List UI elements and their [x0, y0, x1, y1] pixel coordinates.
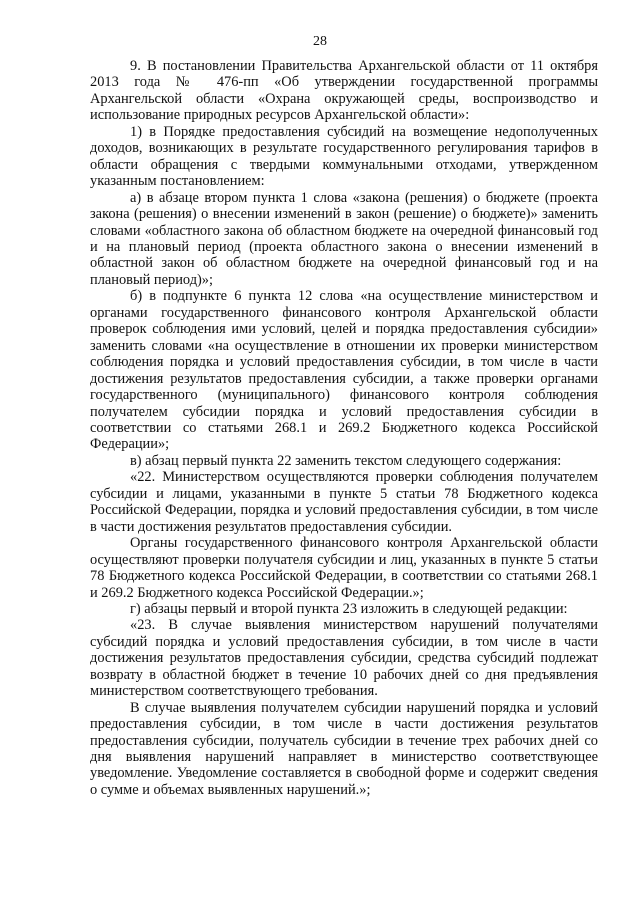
- paragraph-quote-22: «22. Министерством осуществляются проверки соблюдения получателем субсидии и лицами, указанными в пункте 5 статьи 78 Бюджетного кодекса Российской Федерации, порядка и условий предоставления субсидии, в том числе в части достижения результатов предоставления субсидии.: [90, 469, 598, 535]
- paragraph-subitem-b: б) в подпункте 6 пункта 12 слова «на осуществление министерством и органами государственного финансового контроля Архангельской области проверок соблюдения ими условий, целей и порядка предоставления субсидии» заменить словами «на осуществление в отношении их проверки министерством соблюдения порядка и условий предоставления субсидии, в том числе в части достижения результатов предоставления субсидии, а также проверки органами государственного (муниципального) финансового контроля соблюдения получателем субсидии порядка и условий предоставления субсидии в соответствии со статьями 268.1 и 269.2 Бюджетного кодекса Российской Федерации»;: [90, 288, 598, 453]
- page-number: 28: [313, 34, 327, 49]
- paragraph-financial-control: Органы государственного финансового контроля Архангельской области осуществляют проверки получателя субсидии и лиц, указанных в пункте 5 статьи 78 Бюджетного кодекса Российской Федерации, в соответствии со статьями 268.1 и 269.2 Бюджетного кодекса Российской Федерации.»;: [90, 535, 598, 601]
- paragraph-item-9: 9. В постановлении Правительства Архангельской области от 11 октября 2013 года № 476-пп «Об утверждении государственной программы Архангельской области «Охрана окружающей среды, воспроизводство и использование природных ресурсов Архангельской области»:: [90, 58, 598, 124]
- paragraph-subitem-a: а) в абзаце втором пункта 1 слова «закона (решения) о бюджете (проекта закона (решения) о внесении изменений в закон (решение) о бюджете)» заменить словами «областного закона об областном бюджете на очередной финансовый год и на плановый период (проекта областного закона о внесении изменений в областной закон об областном бюджете на очередной финансовый год и на плановый период)»;: [90, 189, 598, 288]
- paragraph-subitem-1: 1) в Порядке предоставления субсидий на возмещение недополученных доходов, возникающих в результате государственного регулирования тарифов в области обращения с твердыми коммунальными отходами, утвержденном указанным постановлением:: [90, 123, 598, 190]
- paragraph-subitem-v: в) абзац первый пункта 22 заменить текстом следующего содержания:: [130, 452, 562, 469]
- paragraph-subitem-g: г) абзацы первый и второй пункта 23 изложить в следующей редакции:: [130, 600, 568, 617]
- paragraph-quote-23: «23. В случае выявления министерством нарушений получателями субсидий порядка и условий предоставления субсидии, в том числе в части достижения результатов предоставления субсидии, средства субсидий подлежат возврату в областной бюджет в течение 10 рабочих дней со дня предъявления министерством соответствующего требования.: [90, 617, 598, 700]
- paragraph-recipient-violations: В случае выявления получателем субсидии нарушений порядка и условий предоставления субсидии, в том числе в части достижения результатов предоставления субсидии, получатель субсидии в течение трех рабочих дней со дня выявления нарушений направляет в министерство соответствующее уведомление. Уведомление составляется в свободной форме и содержит сведения о сумме и объемах выявленных нарушений.»;: [90, 699, 598, 798]
- document-body: [90, 58, 598, 798]
